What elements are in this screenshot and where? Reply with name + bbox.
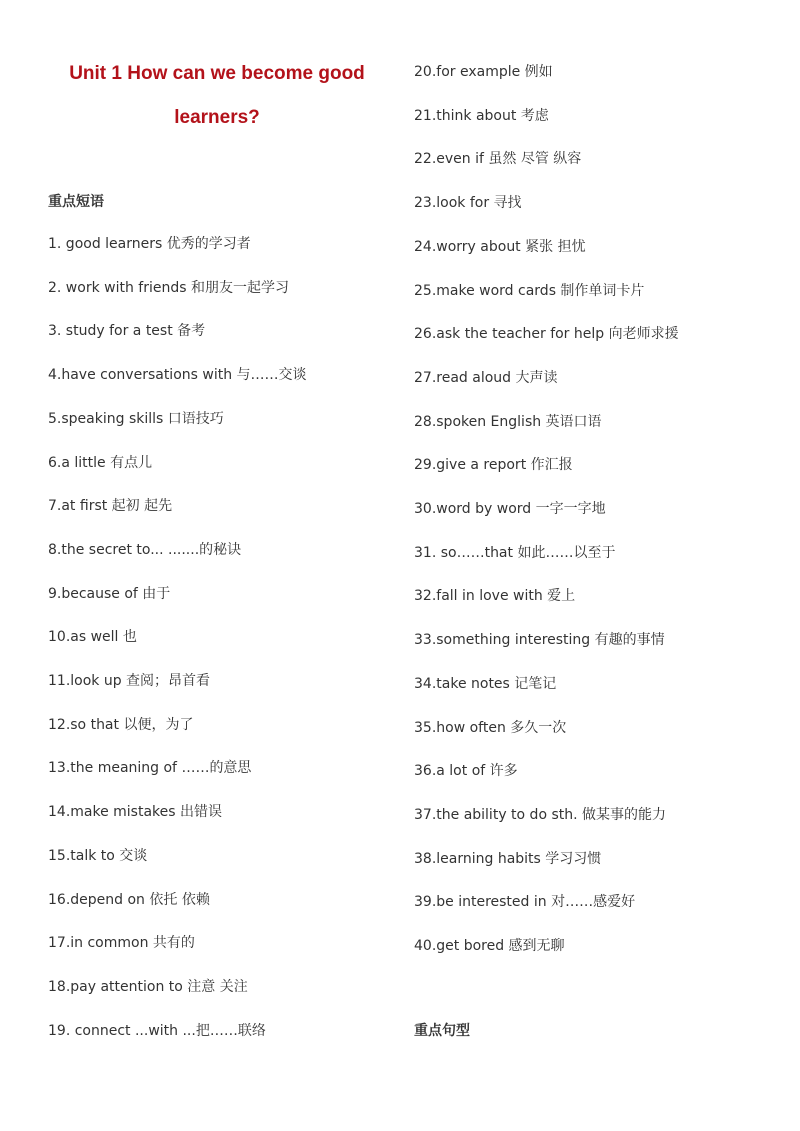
phrase-entry: 20.for example 例如 bbox=[414, 64, 553, 80]
phrase-entry: 26.ask the teacher for help 向老师求援 bbox=[414, 326, 679, 343]
phrase-entry: 37.the ability to do sth. 做某事的能力 bbox=[414, 806, 667, 823]
phrase-entry: 15.talk to 交谈 bbox=[48, 847, 148, 864]
phrase-entry: 31. so……that 如此……以至于 bbox=[414, 544, 616, 561]
phrase-entry: 28.spoken English 英语口语 bbox=[414, 413, 602, 430]
phrase-entry: 27.read aloud 大声读 bbox=[414, 369, 558, 386]
phrase-entry: 36.a lot of 许多 bbox=[414, 763, 518, 780]
phrase-entry: 9.because of 由于 bbox=[48, 585, 171, 602]
title-line-1: Unit 1 How can we become good bbox=[69, 63, 365, 84]
phrase-entry: 6.a little 有点儿 bbox=[48, 454, 153, 471]
phrase-entry: 17.in common 共有的 bbox=[48, 935, 195, 952]
phrase-entry: 19. connect ...with ...把……联络 bbox=[48, 1022, 266, 1039]
section-heading-phrases: 重点短语 bbox=[48, 194, 104, 210]
phrase-entry: 35.how often 多久一次 bbox=[414, 719, 567, 736]
title-line-2: learners? bbox=[174, 106, 260, 128]
phrase-entry: 14.make mistakes 出错误 bbox=[48, 804, 223, 821]
phrase-entry: 12.so that 以便，为了 bbox=[48, 716, 194, 733]
phrase-entry: 39.be interested in 对……感爱好 bbox=[414, 894, 636, 911]
phrase-entry: 25.make word cards 制作单词卡片 bbox=[414, 282, 645, 299]
section-heading-sentences: 重点句型 bbox=[414, 1023, 470, 1039]
phrase-entry: 29.give a report 作汇报 bbox=[414, 457, 573, 474]
phrase-entry: 7.at first 起初 起先 bbox=[48, 498, 173, 515]
phrase-entry: 11.look up 查阅；昂首看 bbox=[48, 673, 211, 689]
phrase-entry: 22.even if 虽然 尽管 纵容 bbox=[414, 151, 582, 168]
phrase-entry: 4.have conversations with 与……交谈 bbox=[48, 367, 307, 384]
phrase-entry: 33.something interesting 有趣的事情 bbox=[414, 632, 665, 649]
phrase-entry: 16.depend on 依托 依赖 bbox=[48, 891, 210, 908]
phrase-entry: 24.worry about 紧张 担忧 bbox=[414, 238, 586, 255]
phrase-entry: 30.word by word 一字一字地 bbox=[414, 501, 606, 517]
phrase-entry: 18.pay attention to 注意 关注 bbox=[48, 978, 248, 995]
phrase-entry: 21.think about 考虑 bbox=[414, 107, 549, 124]
phrase-entry: 1. good learners 优秀的学习者 bbox=[48, 236, 251, 252]
phrase-entry: 5.speaking skills 口语技巧 bbox=[48, 410, 224, 427]
phrase-entry: 40.get bored 感到无聊 bbox=[414, 938, 565, 954]
page-title bbox=[48, 52, 386, 139]
phrase-entry: 8.the secret to... .......的秘诀 bbox=[48, 541, 242, 558]
phrase-entry: 3. study for a test 备考 bbox=[48, 323, 206, 340]
phrase-entry: 34.take notes 记笔记 bbox=[414, 675, 557, 692]
phrase-entry: 32.fall in love with 爱上 bbox=[414, 588, 576, 605]
phrase-entry: 38.learning habits 学习习惯 bbox=[414, 850, 602, 867]
phrase-entry: 10.as well 也 bbox=[48, 629, 137, 646]
phrase-entry: 23.look for 寻找 bbox=[414, 195, 522, 212]
phrase-entry: 2. work with friends 和朋友一起学习 bbox=[48, 279, 289, 296]
phrase-entry: 13.the meaning of ……的意思 bbox=[48, 760, 252, 777]
